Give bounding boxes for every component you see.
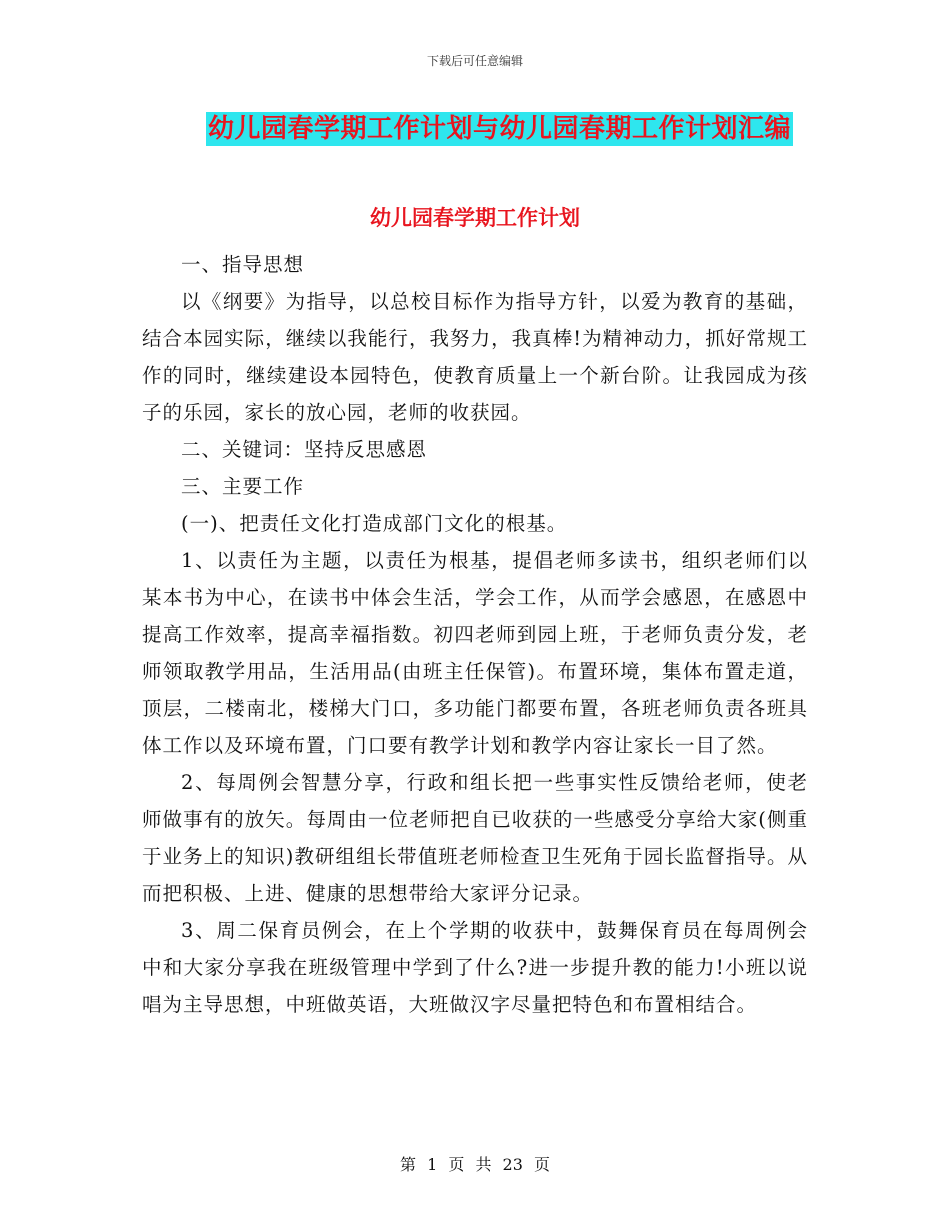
subheading-responsibility-culture: (一)、把责任文化打造成部门文化的根基。 [181,512,568,535]
document-main-title: 幼儿园春学期工作计划与幼儿园春期工作计划汇编 [208,114,792,144]
paragraph-item-3: 3、周二保育员例会，在上个学期的收获中，鼓舞保育员在每周例会中和大家分享我在班级管理中学到了什么?进一步提升教的能力!小班以说唱为主导思想，中班做英语，大班做汉字尽量把特色和布置相结合。 [142,919,808,1016]
paragraph-guiding-ideology: 以《纲要》为指导，以总校目标作为指导方针，以爱为教育的基础，结合本园实际，继续以我能行，我努力，我真棒!为精神动力，抓好常规工作的同时，继续建设本园特色，使教育质量上一个新台阶。让我园成为孩子的乐园，家长的放心园，老师的收获园。 [142,290,808,424]
heading-guiding-ideology: 一、指导思想 [181,253,305,276]
section-title: 幼儿园春学期工作计划 [370,205,580,230]
paragraph-item-2: 2、每周例会智慧分享，行政和组长把一些事实性反馈给老师，使老师做事有的放矢。每周由一位老师把自已收获的一些感受分享给大家(侧重于业务上的知识)教研组组长带值班老师检查卫生死角于园长监督指导。从而把积极、上进、健康的思想带给大家评分记录。 [142,771,808,905]
paragraph-item-1: 1、以责任为主题，以责任为根基，提倡老师多读书，组织老师们以某本书为中心，在读书中体会生活，学会工作，从而学会感恩，在感恩中提高工作效率，提高幸福指数。初四老师到园上班，于老师负责分发，老师领取教学用品，生活用品(由班主任保管)。布置环境，集体布置走道，顶层，二楼南北，楼梯大门口，多功能门都要布置，各班老师负责各班具体工作以及环境布置，门口要有教学计划和教学内容让家长一目了然。 [142,549,808,757]
heading-main-work: 三、主要工作 [181,475,305,498]
header-note: 下载后可任意编辑 [426,54,523,68]
document-body [142,246,808,1023]
page-footer: 第 1 页 共 23 页 [400,1155,550,1174]
heading-keywords: 二、关键词：坚持反思感恩 [181,438,428,461]
